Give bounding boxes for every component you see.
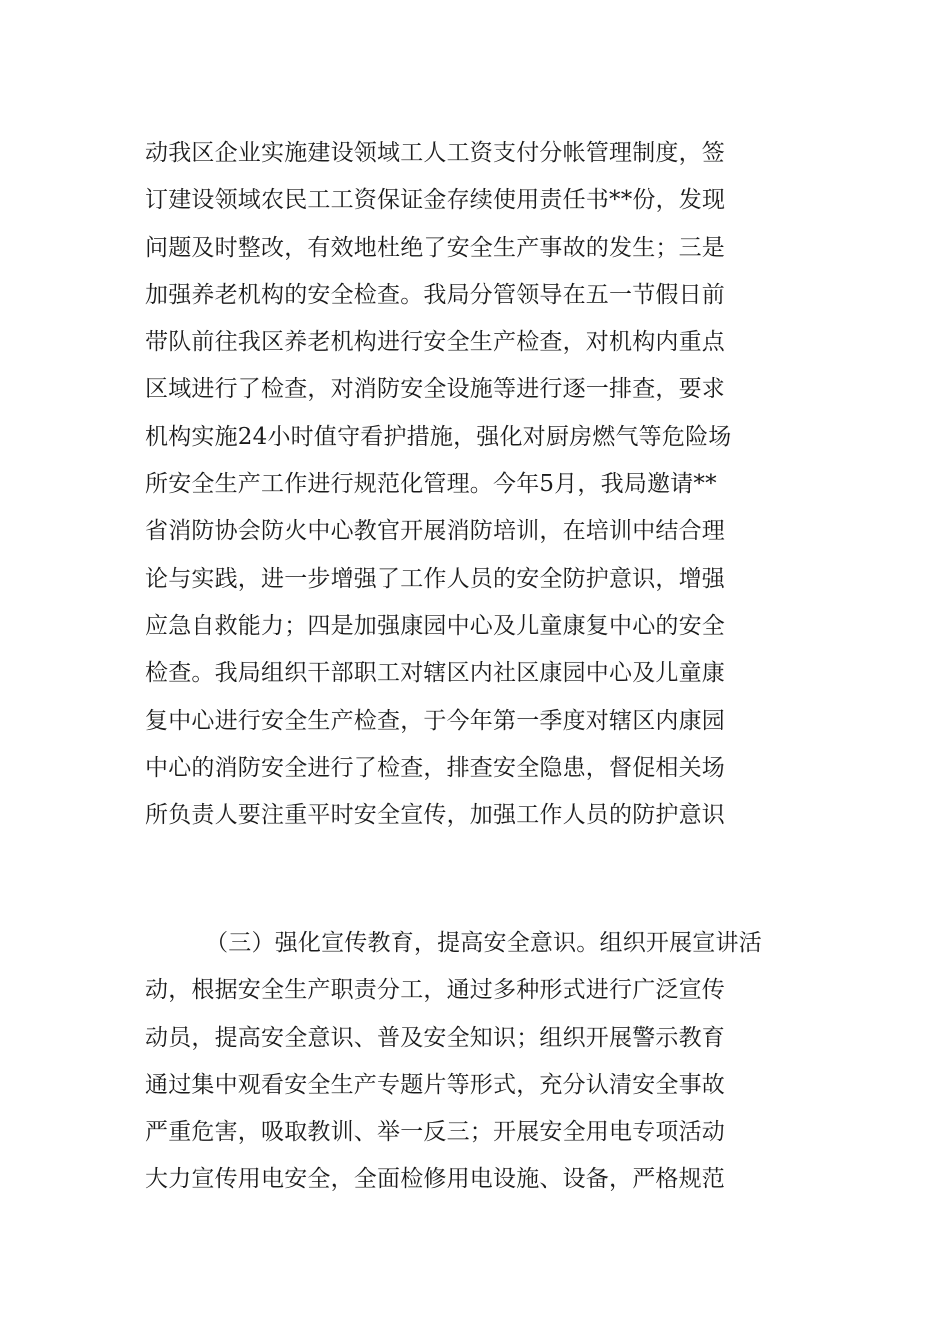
- text-line: 所负责人要注重平时安全宣传，加强工作人员的防护意识: [145, 802, 725, 829]
- text-line: 通过集中观看安全生产专题片等形式，充分认清安全事故: [145, 1071, 725, 1098]
- text-line: 检查。我局组织干部职工对辖区内社区康园中心及儿童康: [145, 660, 725, 687]
- text-line: 带队前往我区养老机构进行安全生产检查，对机构内重点: [145, 329, 725, 356]
- text-line: 动员，提高安全意识、普及安全知识；组织开展警示教育: [145, 1024, 725, 1051]
- text-line: 大力宣传用电安全，全面检修用电设施、设备，严格规范: [145, 1166, 725, 1193]
- text-line: 动，根据安全生产职责分工，通过多种形式进行广泛宣传: [145, 977, 725, 1004]
- text-line: 省消防协会防火中心教官开展消防培训，在培训中结合理: [145, 518, 725, 545]
- text-line: 应急自救能力；四是加强康园中心及儿童康复中心的安全: [145, 612, 725, 639]
- text-line: 机构实施24小时值守看护措施，强化对厨房燃气等危险场: [145, 423, 732, 450]
- text-line: 订建设领域农民工工资保证金存续使用责任书**份，发现: [145, 187, 726, 214]
- paragraph-2: [145, 920, 815, 1204]
- text-line: 加强养老机构的安全检查。我局分管领导在五一节假日前: [145, 281, 725, 308]
- text-line: 严重危害，吸取教训、举一反三；开展安全用电专项活动: [145, 1119, 725, 1146]
- text-line: 动我区企业实施建设领域工人工资支付分帐管理制度，签: [145, 140, 725, 166]
- text-line: 区域进行了检查，对消防安全设施等进行逐一排查，要求: [145, 376, 725, 403]
- text-line: （三）强化宣传教育，提高安全意识。组织开展宣讲活: [145, 930, 762, 956]
- text-line: 问题及时整改，有效地杜绝了安全生产事故的发生；三是: [145, 234, 725, 261]
- text-line: 中心的消防安全进行了检查，排查安全隐患，督促相关场: [145, 754, 725, 781]
- text-line: 论与实践，进一步增强了工作人员的安全防护意识，增强: [145, 565, 725, 592]
- text-line: 复中心进行安全生产检查，于今年第一季度对辖区内康园: [145, 707, 725, 734]
- text-line: 所安全生产工作进行规范化管理。今年5月，我局邀请**: [145, 471, 717, 498]
- paragraph-1: [145, 130, 815, 839]
